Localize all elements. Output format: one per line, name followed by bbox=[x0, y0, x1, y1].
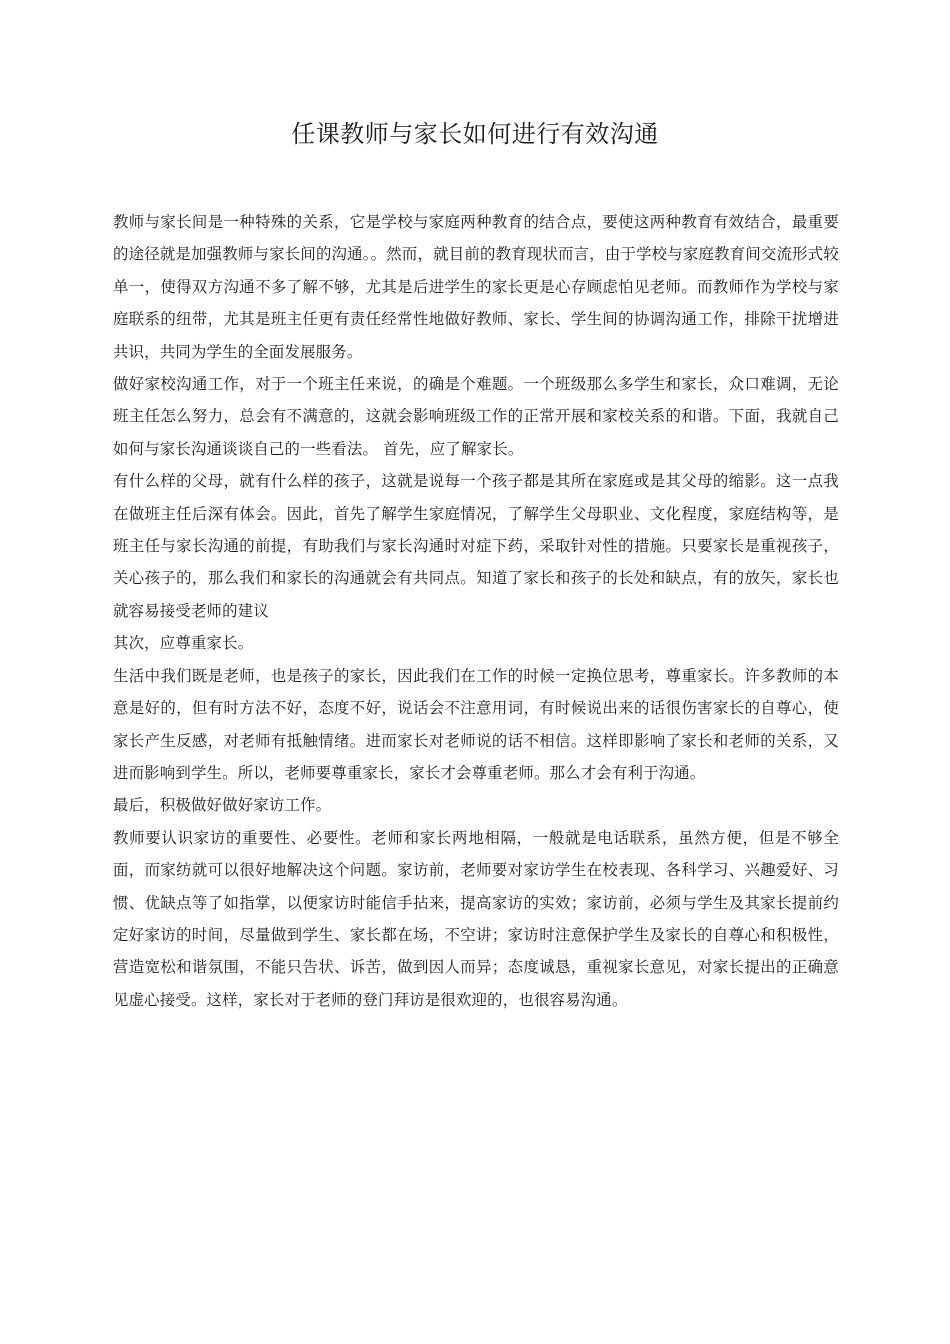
paragraph-difficulty: 做好家校沟通工作，对于一个班主任来说，的确是个难题。一个班级那么多学生和家长，众口难调，无论班主任怎么努力，总会有不满意的，这就会影响班级工作的正常开展和家校关系的和谐。下面，我就自己如何与家长沟通谈谈自己的一些看法。 首先，应了解家长。 bbox=[113, 375, 839, 458]
paragraph-respect-parents: 生活中我们既是老师，也是孩子的家长，因此我们在工作的时候一定换位思考，尊重家长。许多教师的本意是好的，但有时方法不好，态度不好，说话会不注意用词，有时候说出来的话很伤害家长的自尊心，使家长产生反感，对老师有抵触情绪。进而家长对老师说的话不相信。这样即影响了家长和老师的关系，又进而影响到学生。所以，老师要尊重家长，家长才会尊重老师。那么才会有利于沟通。 bbox=[113, 666, 839, 782]
document-title: 任课教师与家长如何进行有效沟通 bbox=[291, 120, 659, 148]
heading-home-visits: 最后，积极做好做好家访工作。 bbox=[113, 796, 332, 815]
paragraph-home-visits: 教师要认识家访的重要性、必要性。老师和家长两地相隔，一般就是电话联系，虽然方便，但是不够全面，而家纺就可以很好地解决这个问题。家访前，老师要对家访学生在校表现、各科学习、兴趣爱好、习惯、优缺点等了如指掌，以便家访时能信手拈来，提高家访的实效；家访前，必须与学生及其家长提前约定好家访的时间，尽量做到学生、家长都在场，不空讲；家访时注意保护学生及家长的自尊心和积极性，营造宽松和谐氛围，不能只告状、诉苦，做到因人而异；态度诚恳，重视家长意见，对家长提出的正确意见虚心接受。这样，家长对于老师的登门拜访是很欢迎的，也很容易沟通。 bbox=[113, 828, 839, 1009]
paragraph-intro: 教师与家长间是一种特殊的关系，它是学校与家庭两种教育的结合点，要使这两种教育有效结合，最重要的途径就是加强教师与家长间的沟通。。然而，就目前的教育现状而言，由于学校与家庭教育间交流形式较单一，使得双方沟通不多了解不够，尤其是后进学生的家长更是心存顾虑怕见老师。而教师作为学校与家庭联系的纽带，尤其是班主任更有责任经常性地做好教师、家长、学生间的协调沟通工作，排除干扰增进共识，共同为学生的全面发展服务。 bbox=[113, 213, 839, 361]
paragraph-understand-parents: 有什么样的父母，就有什么样的孩子，这就是说每一个孩子都是其所在家庭或是其父母的缩影。这一点我在做班主任后深有体会。因此，首先了解学生家庭情况，了解学生父母职业、文化程度，家庭结构等，是班主任与家长沟通的前提，有助我们与家长沟通时对症下药，采取针对性的措施。只要家长是重视孩子，关心孩子的，那么我们和家长的沟通就会有共同点。知道了家长和孩子的长处和缺点，有的放矢，家长也就容易接受老师的建议 bbox=[113, 472, 839, 620]
heading-respect-parents: 其次，应尊重家长。 bbox=[113, 634, 254, 653]
document-body bbox=[113, 206, 839, 1016]
